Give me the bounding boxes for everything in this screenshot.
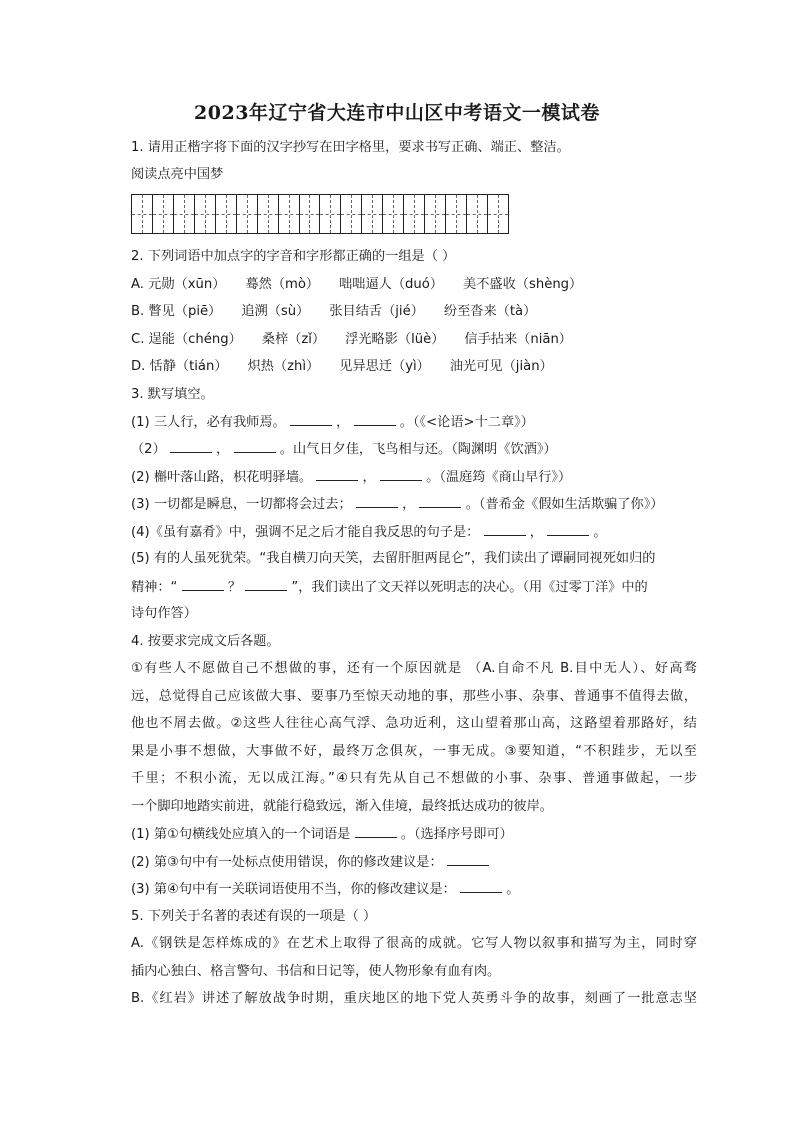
tian-zi-cell[interactable]	[195, 195, 216, 233]
q3-text: ，	[402, 497, 416, 512]
tian-zi-grid[interactable]	[131, 194, 509, 234]
tian-zi-cell[interactable]	[467, 195, 488, 233]
q3-line-4	[131, 495, 664, 514]
tian-zi-cell[interactable]	[446, 195, 467, 233]
q3-line-3	[131, 468, 571, 487]
q4-passage-line: ①有些人不愿做自己不想做的事，还有一个原因就是 （A.自命不凡 B.目中无人）、好高骛	[131, 661, 697, 676]
tian-zi-cell[interactable]	[153, 195, 174, 233]
q3-text: 精神：“	[131, 580, 178, 595]
tian-zi-cell[interactable]	[237, 195, 258, 233]
tian-zi-cell[interactable]	[216, 195, 237, 233]
q3-text: ，	[216, 442, 230, 457]
tian-zi-cell[interactable]	[279, 195, 300, 233]
q4-text: 。	[506, 882, 520, 897]
q2-stem: 2. 下列词语中加点字的字音和字形都正确的一组是（ ）	[131, 249, 456, 264]
q3-text: 。（普希金《假如生活欺骗了你》）	[465, 497, 664, 512]
q4-passage-line: 远，总觉得自己应该做大事、要事乃至惊天动地的事，那些小事、杂事、普通事不值得去做，	[131, 689, 697, 704]
q3-text: ，	[362, 470, 376, 485]
tian-zi-cell[interactable]	[341, 195, 362, 233]
answer-blank[interactable]	[234, 440, 276, 453]
tian-zi-cell[interactable]	[300, 195, 321, 233]
tian-zi-cell[interactable]	[404, 195, 425, 233]
q1-stem: 1. 请用正楷字将下面的汉字抄写在田字格里，要求书写正确、端正、整洁。	[131, 140, 570, 155]
q2-a-item: 咄咄逼人（duó）	[339, 277, 444, 292]
q3-line-2	[131, 440, 557, 459]
answer-blank[interactable]	[354, 413, 396, 426]
tian-zi-cell[interactable]	[174, 195, 195, 233]
q3-stem: 3. 默写填空。	[131, 387, 214, 402]
q2-option-b[interactable]	[131, 303, 556, 321]
tian-zi-cell[interactable]	[132, 195, 153, 233]
q3-text: ？	[227, 580, 241, 595]
answer-blank[interactable]	[245, 578, 287, 591]
q2-b-item: 张目结舌（jié）	[329, 304, 424, 319]
q2-c-item: 浮光略影（lüè）	[345, 332, 445, 347]
q4-text: (3) 第④句中有一关联词语使用不当，你的修改建议是：	[131, 882, 456, 897]
q3-line-8: 诗句作答）	[131, 606, 197, 621]
q4-passage-line: 果是小事不想做，大事做不好，最终万念俱灰，一事无成。③要知道，“不积跬步，无以至	[131, 744, 697, 759]
q4-sub-3	[131, 880, 519, 899]
q4-sub-2	[131, 853, 489, 872]
q3-text: 。（温庭筠《商山早行》）	[426, 470, 572, 485]
q3-text: （2）	[131, 442, 166, 457]
q2-b-item: 纷至沓来（tà）	[443, 304, 537, 319]
q3-text: ，	[336, 415, 350, 430]
q5-option-a-cont: 插内心独白、格言警句、书信和日记等，使人物形象有血有肉。	[131, 964, 501, 979]
q2-option-a[interactable]	[131, 276, 602, 294]
q3-text: ，	[529, 525, 543, 540]
q2-c-item: 桑梓（zǐ）	[261, 332, 326, 347]
answer-blank[interactable]	[170, 440, 212, 453]
q3-text: 。（《<论语>十二章》）	[399, 415, 534, 430]
answer-blank[interactable]	[419, 495, 461, 508]
q2-d-item: 炽热（zhì）	[247, 359, 320, 374]
q2-a-item: 蓦然（mò）	[245, 277, 320, 292]
q3-text: (4)《虽有嘉肴》中，强调不足之后才能自我反思的句子是：	[131, 525, 480, 540]
q5-option-a[interactable]: A.《钢铁是怎样炼成的》在艺术上取得了很高的成就。它写人物以叙事和描写为主，同时穿	[131, 936, 697, 951]
q4-text: (1) 第①句横线处应填入的一个词语是	[131, 827, 351, 842]
q3-line-1	[131, 413, 534, 432]
answer-blank[interactable]	[484, 523, 526, 536]
q3-line-5	[131, 523, 607, 542]
q2-option-c[interactable]	[131, 331, 592, 349]
q2-b-item: B. 瞥见（piē）	[131, 304, 222, 319]
q3-line-7	[131, 578, 648, 597]
answer-blank[interactable]	[380, 468, 422, 481]
q2-d-item: 见异思迁（yì）	[339, 359, 430, 374]
q3-text: (1) 三人行，必有我师焉。	[131, 415, 286, 430]
q3-line-6: (5) 有的人虽死犹荣。“我自横刀向天笑，去留肝胆两昆仑”，我们读出了谭嗣同视死如归的	[131, 551, 656, 566]
answer-blank[interactable]	[547, 523, 589, 536]
q3-text: ”，我们读出了文天祥以死明志的决心。（用《过零丁洋》中的	[291, 580, 648, 595]
tian-zi-cell[interactable]	[383, 195, 404, 233]
answer-blank[interactable]	[182, 578, 224, 591]
q2-a-item: 美不盛收（shèng）	[463, 277, 583, 292]
tian-zi-cell[interactable]	[488, 195, 508, 233]
q2-c-item: 信手拈来（niān）	[464, 332, 572, 347]
q3-text: 。	[593, 525, 607, 540]
answer-blank[interactable]	[355, 825, 397, 838]
q2-d-item: 油光可见（jiàn）	[449, 359, 553, 374]
q5-option-b[interactable]: B.《红岩》讲述了解放战争时期，重庆地区的地下党人英勇斗争的故事，刻画了一批意志坚	[131, 991, 697, 1006]
q1-text: 阅读点亮中国梦	[131, 167, 224, 182]
q4-sub-1	[131, 825, 513, 844]
answer-blank[interactable]	[316, 468, 358, 481]
answer-blank[interactable]	[356, 495, 398, 508]
q4-passage-line: 他也不屑去做。②这些人往往心高气浮、急功近利，这山望着那山高，这路望着那路好，结	[131, 716, 697, 731]
answer-blank[interactable]	[447, 853, 489, 866]
tian-zi-cell[interactable]	[320, 195, 341, 233]
q2-d-item: D. 恬静（tián）	[131, 359, 228, 374]
tian-zi-cell[interactable]	[425, 195, 446, 233]
q2-c-item: C. 逞能（chéng）	[131, 332, 242, 347]
exam-title: 2023年辽宁省大连市中山区中考语文一模试卷	[194, 102, 600, 124]
q3-text: 。山气日夕佳，飞鸟相与还。（陶渊明《饮酒》）	[279, 442, 557, 457]
q5-stem: 5. 下列关于名著的表述有误的一项是（ ）	[131, 909, 377, 924]
tian-zi-cell[interactable]	[362, 195, 383, 233]
q3-text: (3) 一切都是瞬息，一切都将会过去；	[131, 497, 352, 512]
q4-text: 。（选择序号即可）	[400, 827, 513, 842]
tian-zi-cell[interactable]	[258, 195, 279, 233]
answer-blank[interactable]	[460, 880, 502, 893]
q2-b-item: 追溯（sù）	[241, 304, 310, 319]
q3-text: (2) 槲叶落山路，枳花明驿墙。	[131, 470, 313, 485]
q4-passage-line: 千里；不积小流，无以成江海。”④只有先从自己不想做的小事、杂事、普通事做起，一步	[131, 771, 697, 786]
q2-option-d[interactable]	[131, 358, 573, 376]
q4-passage-line: 一个脚印地踏实前进，就能行稳致远，渐入佳境，最终抵达成功的彼岸。	[131, 799, 553, 814]
q4-text: (2) 第③句中有一处标点使用错误，你的修改建议是：	[131, 855, 443, 870]
q4-stem: 4. 按要求完成文后各题。	[131, 634, 280, 649]
q2-a-item: A. 元勋（xūn）	[131, 277, 226, 292]
answer-blank[interactable]	[290, 413, 332, 426]
